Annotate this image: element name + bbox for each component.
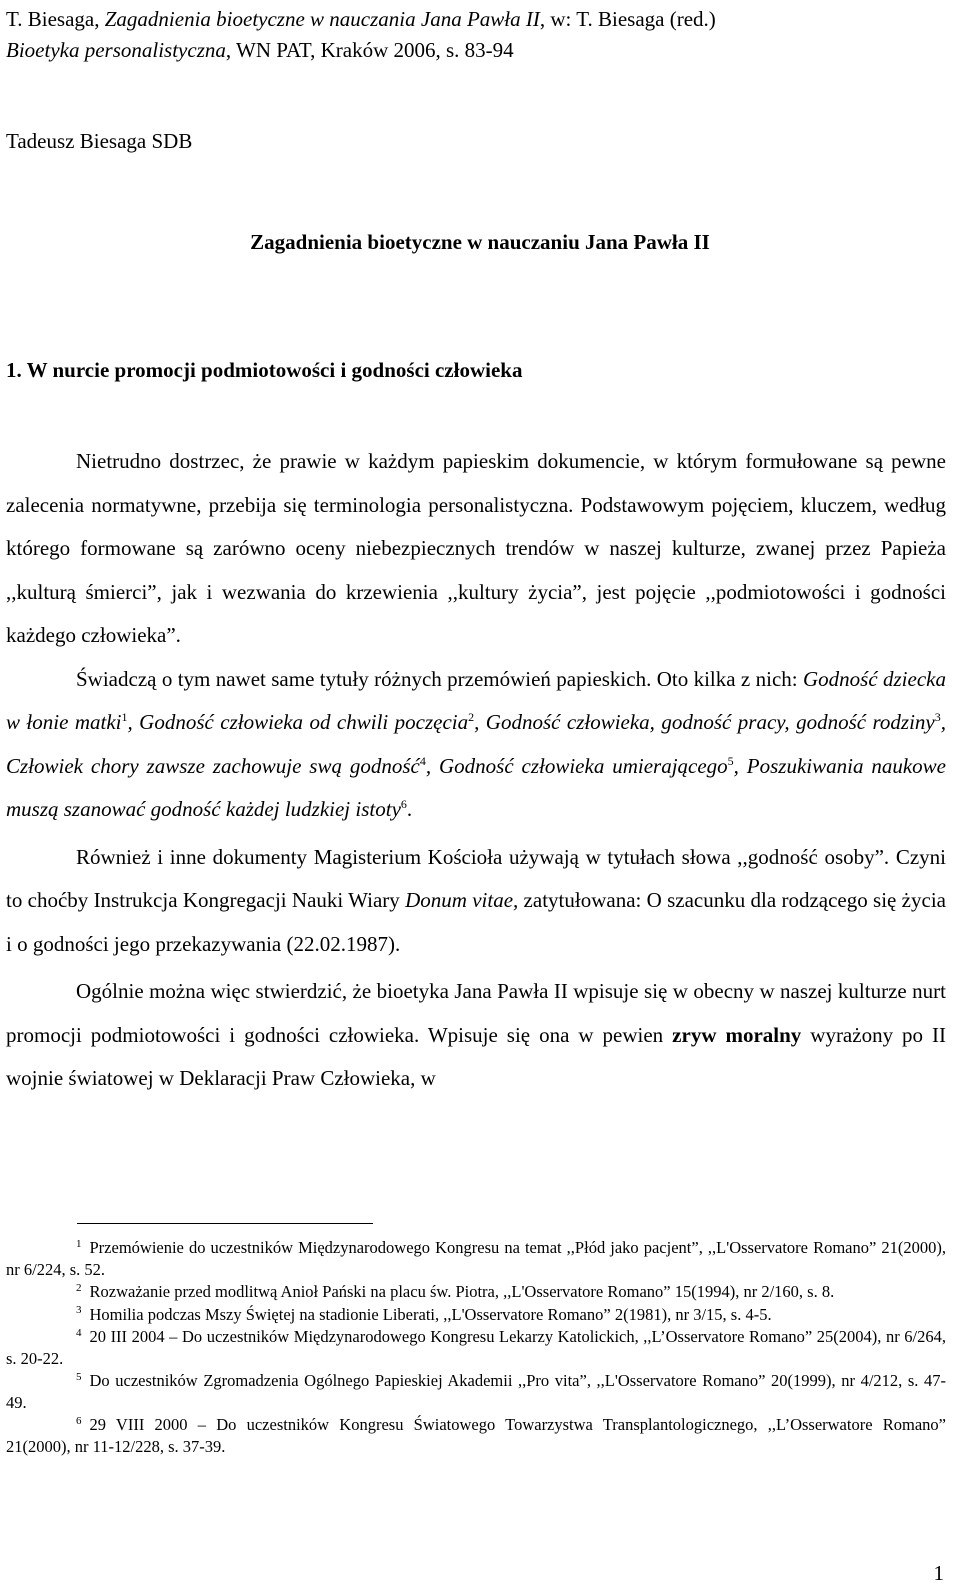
- citation-middle: , w: T. Biesaga (red.): [539, 7, 716, 31]
- footnote-number: 2: [76, 1281, 82, 1294]
- paragraph-3-lead: Również i inne dokumenty Magisterium Kościoła używają w tytułach słowa ,,godność osoby”. Czyni to choćby Instrukcja Kongregacji Nauki Wiary: [6, 844, 946, 912]
- footnote-6: [6, 1414, 946, 1457]
- separator-3: ,: [940, 710, 946, 734]
- paragraph-2-lead: Świadczą o tym nawet same tytuły różnych przemówień papieskich. Oto kilka z nich:: [76, 666, 803, 691]
- citation-book-title: Bioetyka personalistyczna: [6, 38, 226, 62]
- footnote-text: Do uczestników Zgromadzenia Ogólnego Papieskiej Akademii ,,Pro vita”, ,,L'Osservatore Romano” 20(1999), nr 4/212, s. 47-49.: [6, 1371, 946, 1412]
- paragraph-4-lead: Ogólnie można więc stwierdzić, że bioetyka Jana Pawła II wpisuje się w obecny w naszej kulturze nurt promocji podmiotowości i godności człowieka. Wpisuje się ona w pewien: [6, 979, 946, 1047]
- section-heading: 1. W nurcie promocji podmiotowości i godności człowieka: [6, 358, 523, 382]
- speech-title-2: Godność człowieka od chwili poczęcia: [139, 710, 469, 734]
- citation-suffix: , WN PAT, Kraków 2006, s. 83-94: [225, 38, 514, 62]
- speech-title-6: Poszukiwania naukowe muszą szanować godność każdej ludzkiej istoty: [6, 753, 946, 821]
- footnote-5: [6, 1370, 946, 1413]
- paragraph-1: Nietrudno dostrzec, że prawie w każdym papieskim dokumencie, w którym formułowane są pewne zalecenia normatywne, przebija się terminologia personalistyczna. Podstawowym pojęciem, kluczem, według którego formowane są zarówno oceny niebezpiecznych trendów w naszej kulturze, zwanej przez Papieża ,,kulturą śmierci”, jak i wezwania do krzewienia ,,kultury życia”, jest pojęcie ,,podmiotowości i godności każdego człowieka”.: [6, 449, 946, 647]
- footnote-number: 5: [76, 1370, 82, 1383]
- donum-vitae-title: Donum vitae,: [405, 888, 519, 912]
- footnote-separator: [77, 1223, 373, 1224]
- paragraph-4-tail: wyrażony po II wojnie światowej w Deklaracji Praw Człowieka, w: [6, 1022, 947, 1090]
- footnote-ref-2[interactable]: 2: [468, 710, 475, 724]
- speech-title-5: Godność człowieka umierającego: [438, 753, 728, 778]
- footnote-ref-5[interactable]: 5: [727, 753, 734, 768]
- paragraph-3-tail: zatytułowana: O szacunku dla rodzącego się życia i o godności jego przekazywania (22.02.1987).: [6, 888, 946, 956]
- speech-title-4: Człowiek chory zawsze zachowuje swą godność: [6, 753, 420, 778]
- paragraph-2: [6, 658, 946, 832]
- footnote-3: [6, 1304, 946, 1326]
- footnote-ref-6[interactable]: 6: [400, 797, 407, 811]
- footnote-2: [6, 1281, 946, 1303]
- citation-article-title: Zagadnienia bioetyczne w nauczania Jana Pawła II: [104, 7, 540, 31]
- document-title: Zagadnienia bioetyczne w nauczaniu Jana Pawła II: [250, 230, 710, 254]
- separator-5: ,: [733, 753, 747, 778]
- speech-title-1: Godność dziecka w łonie matki: [6, 666, 946, 734]
- paragraph-4: [6, 970, 946, 1101]
- separator-4: ,: [425, 753, 439, 778]
- page-number: 1: [933, 1561, 944, 1585]
- speech-title-3: Godność człowieka, godność pracy, godność rodziny: [485, 710, 935, 734]
- separator-1: ,: [127, 710, 140, 734]
- paragraph-2-end: .: [406, 797, 413, 821]
- citation: [6, 4, 946, 66]
- body-text: [6, 440, 946, 1101]
- footnote-ref-3[interactable]: 3: [934, 710, 941, 724]
- footnote-text: 29 VIII 2000 – Do uczestników Kongresu Światowego Towarzystwa Transplantologicznego, ,,L’Osserwatore Romano” 21(2000), nr 11-12/228, s. 37-39.: [6, 1415, 946, 1456]
- footnote-ref-4[interactable]: 4: [419, 753, 426, 768]
- footnote-number: 1: [76, 1237, 82, 1250]
- footnote-text: Przemówienie do uczestników Międzynarodowego Kongresu na temat ,,Płód jako pacjent”, ,,L'Osservatore Romano” 21(2000), nr 6/224, s. 52.: [6, 1238, 946, 1279]
- footnote-number: 6: [76, 1414, 82, 1427]
- footnote-ref-1[interactable]: 1: [121, 710, 128, 724]
- footnote-1: [6, 1237, 946, 1280]
- author-name: Tadeusz Biesaga SDB: [6, 129, 193, 153]
- paragraph-3: [6, 836, 946, 967]
- footnotes: [6, 1237, 946, 1458]
- footnote-number: 3: [76, 1304, 82, 1316]
- separator-2: ,: [474, 710, 486, 734]
- footnote-text: 20 III 2004 – Do uczestników Międzynarodowego Kongresu Lekarzy Katolickich, ,,L’Osservatore Romano” 25(2004), nr 6/264, s. 20-22.: [6, 1327, 946, 1368]
- footnote-number: 4: [76, 1326, 82, 1339]
- footnote-4: [6, 1326, 946, 1369]
- citation-prefix: T. Biesaga,: [6, 7, 105, 31]
- footnote-text: Homilia podczas Mszy Świętej na stadionie Liberati, ,,L'Osservatore Romano” 2(1981), nr 3/15, s. 4-5.: [89, 1304, 772, 1324]
- zryw-moralny-term: zryw moralny: [672, 1022, 802, 1047]
- footnote-text: Rozważanie przed modlitwą Anioł Pański na placu św. Piotra, ,,L'Osservatore Romano” 15(1994), nr 2/160, s. 8.: [89, 1282, 835, 1301]
